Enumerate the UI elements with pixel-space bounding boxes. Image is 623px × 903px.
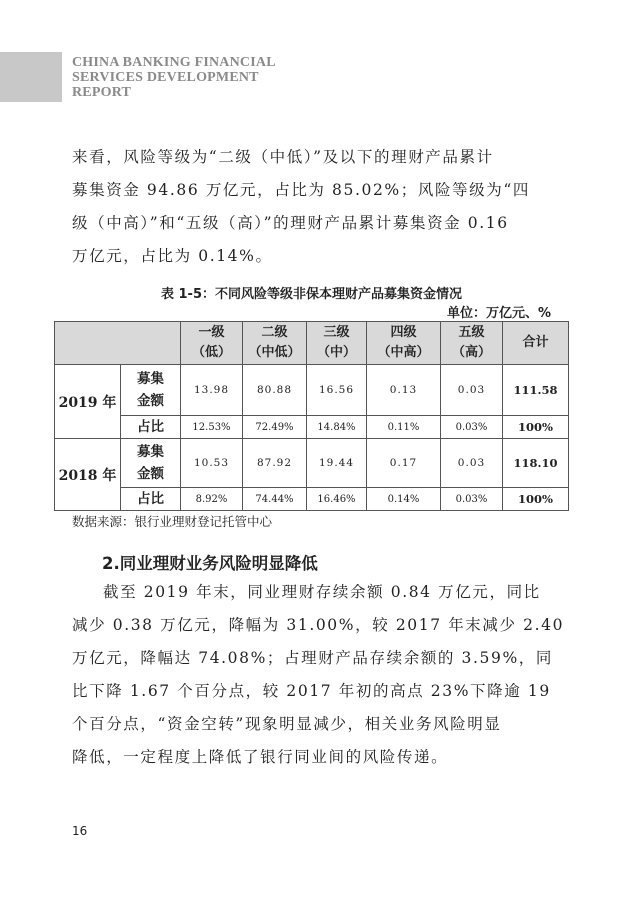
amount-cell: 0.13 — [367, 365, 441, 416]
share-cell: 0.03% — [441, 488, 503, 511]
amount-cell: 13.98 — [181, 365, 243, 416]
amount-cell: 80.88 — [243, 365, 307, 416]
header-level-2: 二级 （中低） — [243, 322, 307, 365]
amount-total-cell: 111.58 — [503, 365, 569, 416]
paragraph-line: 降低，一定程度上降低了银行同业间的风险传递。 — [72, 748, 449, 766]
table-row — [55, 416, 569, 439]
share-cell: 8.92% — [181, 488, 243, 511]
amount-cell: 0.03 — [441, 439, 503, 488]
share-cell: 16.46% — [307, 488, 367, 511]
amount-total-cell: 118.10 — [503, 439, 569, 488]
paragraph-line: 来看，风险等级为“二级（中低）”及以下的理财产品累计 — [72, 148, 494, 166]
share-cell: 0.14% — [367, 488, 441, 511]
report-series-title-line: CHINA BANKING FINANCIAL — [72, 55, 276, 70]
share-cell: 0.03% — [441, 416, 503, 439]
share-cell: 12.53% — [181, 416, 243, 439]
header-level-1: 一级 （低） — [181, 322, 243, 365]
section-heading: 2.同业理财业务风险明显降低 — [102, 554, 318, 573]
amount-cell: 0.17 — [367, 439, 441, 488]
paragraph-line: 级（中高）”和“五级（高）”的理财产品累计募集资金 0.16 — [72, 214, 509, 232]
year-cell: 2018 年 — [55, 439, 121, 511]
amount-cell: 16.56 — [307, 365, 367, 416]
data-source-note: 数据来源：银行业理财登记托管中心 — [72, 514, 273, 529]
amount-cell: 0.03 — [441, 365, 503, 416]
share-cell: 74.44% — [243, 488, 307, 511]
year-cell: 2019 年 — [55, 365, 121, 439]
share-cell: 72.49% — [243, 416, 307, 439]
paragraph-interbank-wealth — [72, 576, 565, 774]
header-level-4: 四级 （中高） — [367, 322, 441, 365]
share-label: 占比 — [121, 416, 181, 439]
share-total-cell: 100% — [503, 488, 569, 511]
share-label: 占比 — [121, 488, 181, 511]
table-header-row — [55, 322, 569, 365]
header-corner-cell — [55, 322, 181, 365]
paragraph-line: 万亿元，占比为 0.14%。 — [72, 247, 273, 265]
report-series-title-line: SERVICES DEVELOPMENT — [72, 70, 259, 85]
risk-level-fundraising-table — [54, 321, 569, 511]
paragraph-line: 减少 0.38 万亿元，降幅为 31.00%，较 2017 年末减少 2.40 — [72, 616, 565, 634]
paragraph-line: 个百分点，“资金空转”现象明显减少，相关业务风险明显 — [72, 715, 502, 733]
page-number: 16 — [72, 824, 88, 838]
table-unit: 单位：万亿元、% — [446, 306, 551, 321]
report-series-title — [72, 55, 276, 100]
amount-cell: 87.92 — [243, 439, 307, 488]
amount-label: 募集 金额 — [121, 365, 181, 416]
table-title: 表 1-5：不同风险等级非保本理财产品募集资金情况 — [160, 287, 462, 302]
amount-label: 募集 金额 — [121, 439, 181, 488]
table-row — [55, 488, 569, 511]
paragraph-line: 比下降 1.67 个百分点，较 2017 年初的高点 23%下降逾 19 — [72, 682, 551, 700]
paragraph-risk-level — [72, 141, 552, 273]
header-gray-block — [0, 52, 62, 102]
amount-cell: 10.53 — [181, 439, 243, 488]
share-total-cell: 100% — [503, 416, 569, 439]
paragraph-line: 截至 2019 年末，同业理财存续余额 0.84 万亿元，同比 — [103, 583, 541, 601]
table-row — [55, 439, 569, 488]
share-cell: 14.84% — [307, 416, 367, 439]
table-row — [55, 365, 569, 416]
paragraph-line: 募集资金 94.86 万亿元，占比为 85.02%；风险等级为“四 — [72, 181, 530, 199]
share-cell: 0.11% — [367, 416, 441, 439]
paragraph-line: 万亿元，降幅达 74.08%；占理财产品存续余额的 3.59%，同 — [72, 649, 553, 667]
header-total: 合计 — [503, 322, 569, 365]
amount-cell: 19.44 — [307, 439, 367, 488]
header-level-5: 五级 （高） — [441, 322, 503, 365]
header-level-3: 三级 （中） — [307, 322, 367, 365]
report-series-title-line: REPORT — [72, 85, 132, 100]
